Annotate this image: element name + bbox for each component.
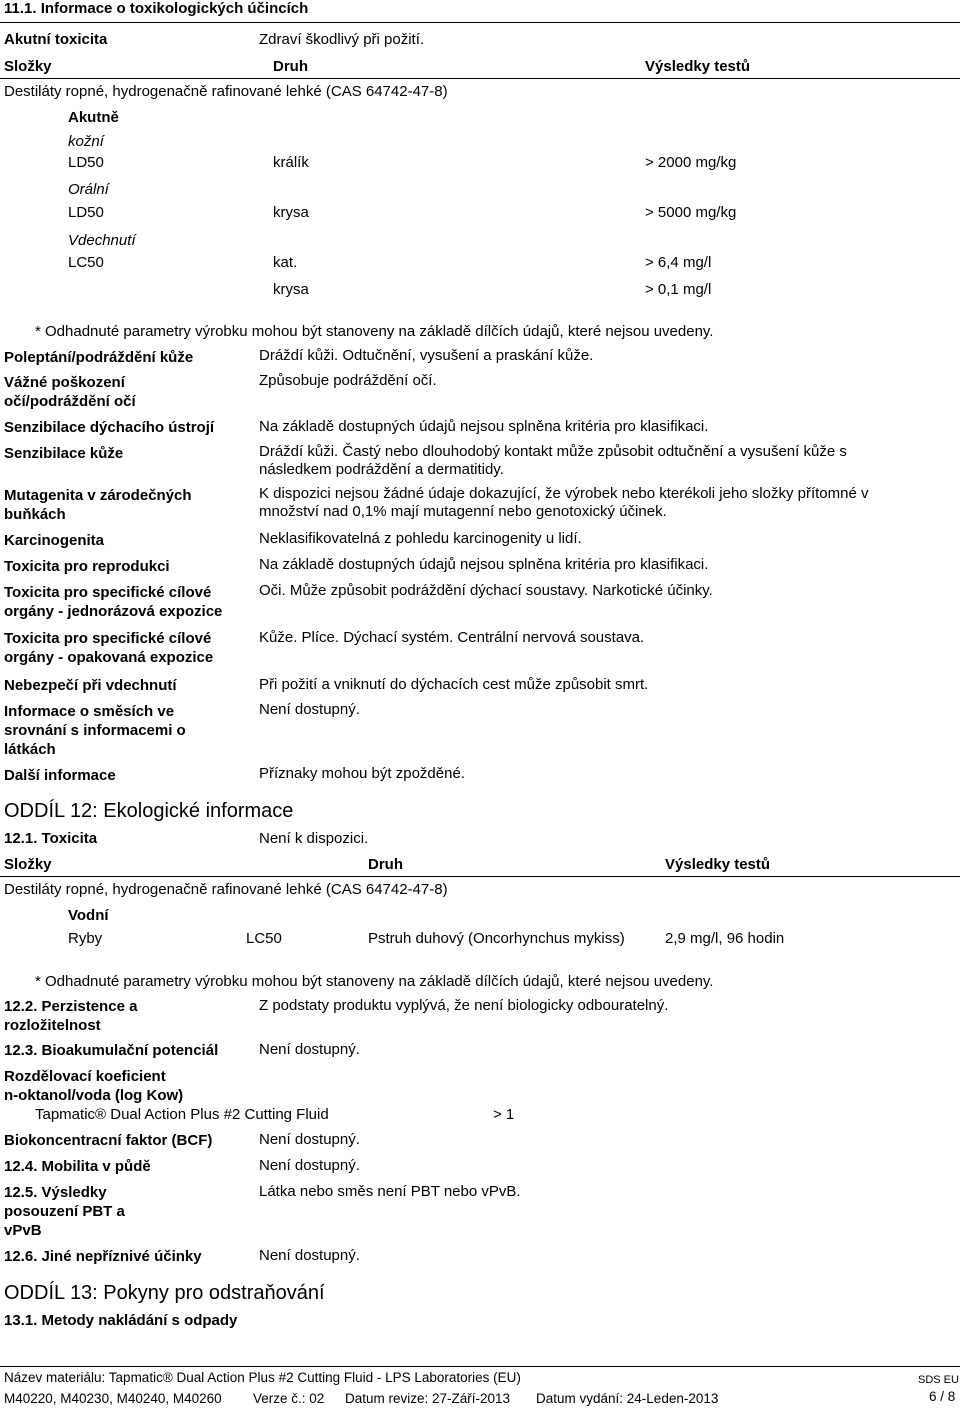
footer-sds-label: SDS EU (918, 1374, 959, 1386)
prop-value: Způsobuje podráždění očí. (259, 372, 437, 389)
persistence-label: 12.2. Perzistence a (4, 998, 138, 1015)
prop-label: očí/podráždění očí (4, 393, 136, 410)
row-oral-species: krysa (273, 204, 309, 221)
divider (0, 78, 960, 79)
toxicity-label: 12.1. Toxicita (4, 830, 98, 847)
fish-test: LC50 (246, 930, 282, 947)
footer-page-number: 6 / 8 (929, 1389, 956, 1404)
col-header-type: Druh (368, 856, 403, 873)
group-aquatic: Vodní (68, 907, 109, 924)
prop-label: Informace o směsích ve (4, 703, 175, 720)
row-dermal-result: > 2000 mg/kg (645, 154, 737, 171)
prop-value: Kůže. Plíce. Dýchací systém. Centrální nervová soustava. (259, 629, 645, 646)
col-header-type: Druh (273, 58, 308, 75)
group-acute: Akutně (68, 109, 119, 126)
row-inhal-result: > 6,4 mg/l (645, 254, 712, 271)
route-dermal: kožní (68, 133, 104, 150)
prop-value: Příznaky mohou být zpožděné. (259, 765, 465, 782)
prop-label: Toxicita pro specifické cílové (4, 630, 212, 647)
row-inhal2-result: > 0,1 mg/l (645, 281, 712, 298)
footer-version: Verze č.: 02 (253, 1391, 325, 1406)
prop-label: Další informace (4, 767, 116, 784)
other-effects-label: 12.6. Jiné nepříznivé účinky (4, 1248, 202, 1265)
fish-species: Pstruh duhový (Oncorhynchus mykiss) (368, 930, 625, 947)
bioaccumulation-value: Není dostupný. (259, 1041, 360, 1058)
bcf-label: Biokoncentracní faktor (BCF) (4, 1132, 213, 1149)
col-header-components: Složky (4, 58, 52, 75)
prop-value: K dispozici nejsou žádné údaje dokazující, že výrobek nebo kterékoli jeho složky přítomné v (259, 485, 869, 502)
footer-codes: M40220, M40230, M40240, M40260 (4, 1391, 222, 1406)
prop-label: Senzibilace dýchacího ústrojí (4, 419, 215, 436)
mobility-label: 12.4. Mobilita v půdě (4, 1158, 151, 1175)
section-11-1-title: 11.1. Informace o toxikologických účincích (4, 0, 309, 17)
divider (0, 22, 960, 23)
pbt-label: posouzení PBT a (4, 1203, 125, 1220)
persistence-label: rozložitelnost (4, 1017, 101, 1034)
row-oral-test: LD50 (68, 204, 104, 221)
pbt-label: 12.5. Výsledky (4, 1184, 107, 1201)
prop-value: množství nad 0,1% mají mutagenní nebo genotoxický účinek. (259, 503, 667, 520)
other-effects-value: Není dostupný. (259, 1247, 360, 1264)
prop-label: srovnání s informacemi o (4, 722, 186, 739)
row-dermal-test: LD50 (68, 154, 104, 171)
prop-value: Při požití a vniknutí do dýchacích cest může způsobit smrt. (259, 676, 649, 693)
footer-revision-date: Datum revize: 27-Září-2013 (345, 1391, 511, 1406)
divider (0, 876, 960, 877)
footer-divider (0, 1366, 960, 1367)
fish-result: 2,9 mg/l, 96 hodin (665, 930, 785, 947)
prop-label: Poleptání/podráždění kůže (4, 349, 194, 366)
prop-value: Dráždí kůži. Odtučnění, vysušení a praskání kůže. (259, 347, 594, 364)
prop-value: Není dostupný. (259, 701, 360, 718)
prop-label: Mutagenita v zárodečných (4, 487, 192, 504)
kow-label: Rozdělovací koeficient (4, 1068, 166, 1085)
toxicity-value: Není k dispozici. (259, 830, 369, 847)
prop-label: Karcinogenita (4, 532, 105, 549)
fish-organism: Ryby (68, 930, 103, 947)
bioaccumulation-label: 12.3. Bioakumulační potenciál (4, 1042, 219, 1059)
pbt-label: vPvB (4, 1222, 42, 1239)
prop-value: Oči. Může způsobit podráždění dýchací soustavy. Narkotické účinky. (259, 582, 713, 599)
col-header-components: Složky (4, 856, 52, 873)
prop-value: Na základě dostupných údajů nejsou splněna kritéria pro klasifikaci. (259, 418, 709, 435)
prop-label: Vážné poškození (4, 374, 125, 391)
row-dermal-species: králík (273, 154, 309, 171)
route-oral: Orální (68, 181, 109, 198)
kow-label: n-oktanol/voda (log Kow) (4, 1087, 184, 1104)
row-oral-result: > 5000 mg/kg (645, 204, 737, 221)
col-header-results: Výsledky testů (645, 58, 751, 75)
acute-toxicity-label: Akutní toxicita (4, 31, 108, 48)
kow-value: > 1 (493, 1106, 515, 1123)
footnote: * Odhadnuté parametry výrobku mohou být stanoveny na základě dílčích údajů, které nejsou uvedeny. (35, 323, 714, 340)
kow-product: Tapmatic® Dual Action Plus #2 Cutting Fluid (35, 1106, 329, 1123)
waste-methods-label: 13.1. Metody nakládání s odpady (4, 1312, 238, 1329)
prop-label: orgány - jednorázová expozice (4, 603, 223, 620)
route-inhalation: Vdechnutí (68, 232, 136, 249)
prop-value: Dráždí kůži. Častý nebo dlouhodobý kontakt může způsobit odtučnění a vysušení kůže s (259, 443, 847, 460)
col-header-results: Výsledky testů (665, 856, 771, 873)
row-inhal-test: LC50 (68, 254, 104, 271)
prop-label: látkách (4, 741, 56, 758)
section-12-heading: ODDÍL 12: Ekologické informace (4, 800, 294, 822)
row-inhal2-species: krysa (273, 281, 309, 298)
prop-label: orgány - opakovaná expozice (4, 649, 214, 666)
acute-toxicity-value: Zdraví škodlivý při požití. (259, 31, 425, 48)
persistence-value: Z podstaty produktu vyplývá, že není biologicky odbouratelný. (259, 997, 669, 1014)
substance-name: Destiláty ropné, hydrogenačně rafinované lehké (CAS 64742-47-8) (4, 881, 448, 898)
prop-label: Toxicita pro reprodukci (4, 558, 170, 575)
prop-value: Na základě dostupných údajů nejsou splněna kritéria pro klasifikaci. (259, 556, 709, 573)
prop-value: Neklasifikovatelná z pohledu karcinogenity u lidí. (259, 530, 582, 547)
row-inhal-species: kat. (273, 254, 298, 271)
mobility-value: Není dostupný. (259, 1157, 360, 1174)
footer-issue-date: Datum vydání: 24-Leden-2013 (536, 1391, 719, 1406)
prop-label: Toxicita pro specifické cílové (4, 584, 212, 601)
footer-material-name: Název materiálu: Tapmatic® Dual Action Plus #2 Cutting Fluid - LPS Laboratories (EU) (4, 1370, 521, 1385)
prop-label: Senzibilace kůže (4, 445, 124, 462)
pbt-value: Látka nebo směs není PBT nebo vPvB. (259, 1183, 521, 1200)
substance-name: Destiláty ropné, hydrogenačně rafinované lehké (CAS 64742-47-8) (4, 83, 448, 100)
prop-label: buňkách (4, 506, 66, 523)
bcf-value: Není dostupný. (259, 1131, 360, 1148)
section-13-heading: ODDÍL 13: Pokyny pro odstraňování (4, 1282, 325, 1304)
footnote: * Odhadnuté parametry výrobku mohou být stanoveny na základě dílčích údajů, které nejsou uvedeny. (35, 973, 714, 990)
prop-value: následkem podráždění a dermatitidy. (259, 461, 504, 478)
prop-label: Nebezpečí při vdechnutí (4, 677, 177, 694)
